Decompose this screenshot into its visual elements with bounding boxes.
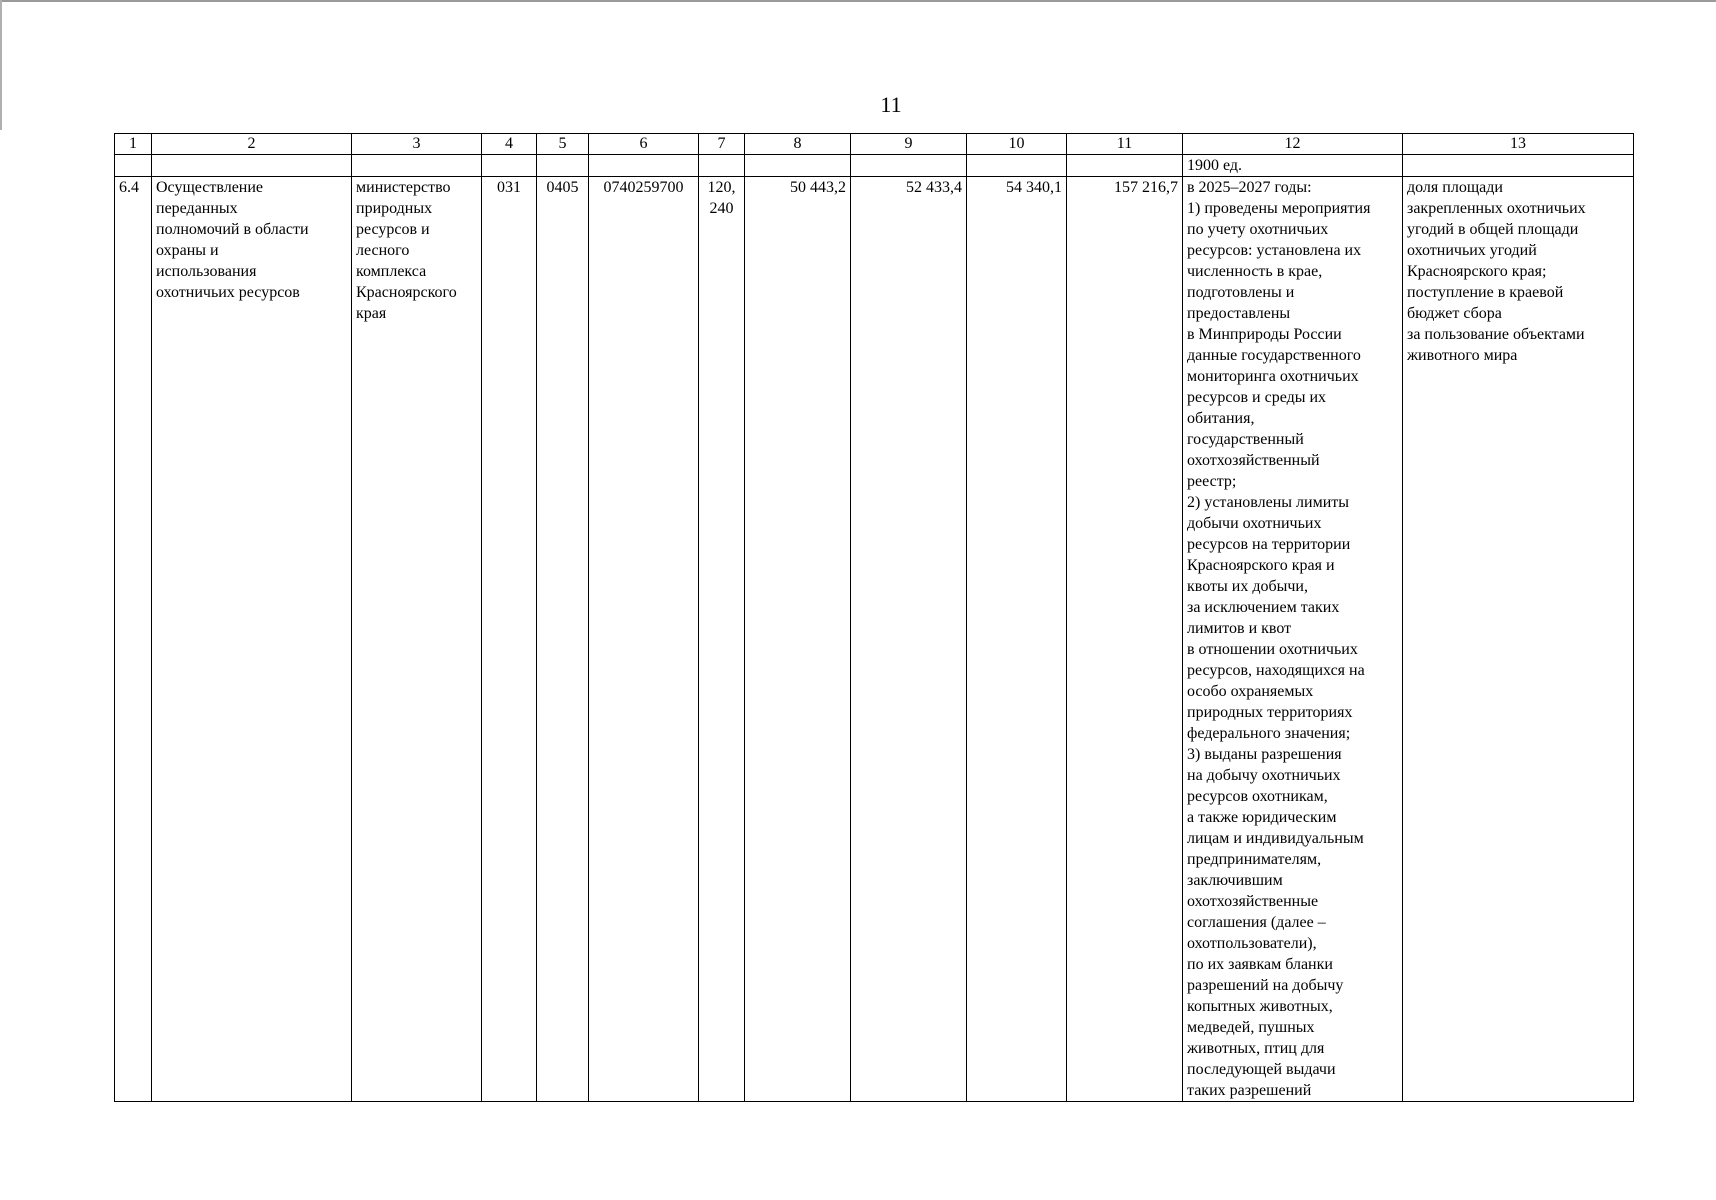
column-header-13: 13 (1403, 134, 1634, 155)
csr-code: 0740259700 (589, 177, 699, 1102)
cell-empty (537, 155, 589, 177)
cell-empty (482, 155, 537, 177)
table-row (115, 177, 1634, 1102)
cell-empty (589, 155, 699, 177)
column-header-4: 4 (482, 134, 537, 155)
grbs-code: 031 (482, 177, 537, 1102)
row-number: 6.4 (115, 177, 152, 1102)
continuation-text: 1900 ед. (1183, 155, 1403, 177)
vr-code: 120, 240 (699, 177, 745, 1102)
amount-2027: 54 340,1 (967, 177, 1067, 1102)
cell-empty (851, 155, 967, 177)
cell-empty (745, 155, 851, 177)
column-header-10: 10 (967, 134, 1067, 155)
cell-empty (967, 155, 1067, 177)
page-number: 11 (880, 92, 902, 117)
cell-empty (152, 155, 352, 177)
program-table (114, 133, 1634, 1102)
column-header-11: 11 (1067, 134, 1183, 155)
column-header-1: 1 (115, 134, 152, 155)
column-header-5: 5 (537, 134, 589, 155)
column-header-3: 3 (352, 134, 482, 155)
column-header-2: 2 (152, 134, 352, 155)
column-header-8: 8 (745, 134, 851, 155)
column-header-9: 9 (851, 134, 967, 155)
column-number-row (115, 134, 1634, 155)
cell-empty (699, 155, 745, 177)
scan-edge-top (0, 0, 1716, 2)
target-indicator: доля площади закрепленных охотничьих угодий в общей площади охотничьих угодий Красноярского края; поступление в краевой бюджет сбора за пользование объектами животного мира (1403, 177, 1634, 1102)
amount-2026: 52 433,4 (851, 177, 967, 1102)
amount-total: 157 216,7 (1067, 177, 1183, 1102)
cell-empty (1403, 155, 1634, 177)
cell-empty (352, 155, 482, 177)
cell-empty (1067, 155, 1183, 177)
cell-empty (115, 155, 152, 177)
continuation-row (115, 155, 1634, 177)
rzpr-code: 0405 (537, 177, 589, 1102)
executor-name: министерство природных ресурсов и лесного комплекса Красноярского края (352, 177, 482, 1102)
measure-name: Осуществление переданных полномочий в области охраны и использования охотничьих ресурсов (152, 177, 352, 1102)
column-header-6: 6 (589, 134, 699, 155)
expected-result: в 2025–2027 годы: 1) проведены мероприятия по учету охотничьих ресурсов: установлена их численность в крае, подготовлены и предоставлены в Минприроды России данные государственного мониторинга охотничьих ресурсов и среды их обитания, государственный охотхозяйственный реестр; 2) установлены лимиты добычи охотничьих ресурсов на территории Красноярского края и квоты их добычи, за исключением таких лимитов и квот в отношении охотничьих ресурсов, находящихся на особо охраняемых природных территориях федерального значения; 3) выданы разрешения на добычу охотничьих ресурсов охотникам, а также юридическим лицам и индивидуальным предпринимателям, заключившим охотхозяйственные соглашения (далее – охотпользователи), по их заявкам бланки разрешений на добычу копытных животных, медведей, пушных животных, птиц для последующей выдачи таких разрешений (1183, 177, 1403, 1102)
amount-2025: 50 443,2 (745, 177, 851, 1102)
column-header-7: 7 (699, 134, 745, 155)
column-header-12: 12 (1183, 134, 1403, 155)
